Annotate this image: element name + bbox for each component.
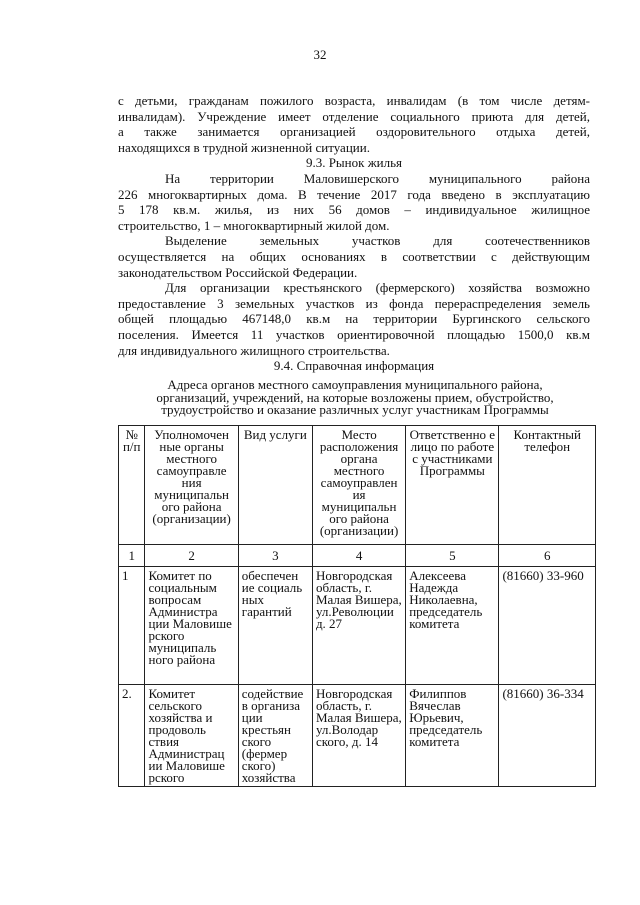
text-line: а также занимается организацией оздоровительного отдыха детей, — [118, 124, 590, 140]
table-cell: (81660) 33-960 — [499, 567, 596, 685]
table-row — [119, 567, 596, 685]
text-line: находящихся в трудной жизненной ситуации. — [118, 139, 370, 155]
section-heading-9-3: 9.3. Рынок жилья — [305, 155, 403, 171]
table-caption — [110, 379, 600, 417]
text-line: Для организации крестьянского (фермерского) хозяйства возможно — [165, 280, 590, 296]
caption-line: трудоустройство и оказание различных услуг участникам Программы — [161, 402, 549, 417]
text-line: строительство, 1 – многоквартирный жилой дом. — [118, 217, 390, 233]
section-heading-9-4: 9.4. Справочная информация — [273, 358, 435, 374]
text-line: поселения. Имеется 11 участков ориентировочной площадью 1500,0 кв.м — [118, 326, 590, 342]
text-line: с детьми, гражданам пожилого возраста, инвалидам (в том числе детям- — [118, 93, 590, 108]
table-cell: Новгородская область, г. Малая Вишера, ул.Володар ского, д. 14 — [312, 685, 405, 787]
text-line: для индивидуального жилищного строительства. — [118, 342, 390, 358]
column-number: 3 — [238, 545, 312, 567]
column-number: 5 — [406, 545, 499, 567]
table-cell: 1 — [119, 567, 145, 685]
table-cell: Новгородская область, г. Малая Вишера, ул.Революции д. 27 — [312, 567, 405, 685]
header-cell: Вид услуги — [238, 426, 312, 545]
table-cell: содействие в организа ции крестьян ского (фермер ского) хозяйства — [238, 685, 312, 787]
table-cell: (81660) 36-334 — [499, 685, 596, 787]
table-row — [119, 685, 596, 787]
text-line: осуществляется на общих основаниях в соответствии с действующим — [118, 248, 590, 264]
table-cell: обеспечен ие социаль ных гарантий — [238, 567, 312, 685]
text-line: инвалидам). Учреждение имеет отделение социального приюта для детей, — [118, 108, 590, 124]
table-cell: Комитет по социальным вопросам Администра ции Маловише рского муниципаль ного района — [145, 567, 238, 685]
table-header-row — [119, 426, 596, 545]
column-number-row — [119, 545, 596, 567]
page-number: 32 — [313, 47, 327, 62]
header-cell: Уполномочен ные органы местного самоуправле ния муниципальн ого района (организации) — [145, 426, 238, 545]
table-cell: 2. — [119, 685, 145, 787]
table-cell: Алексеева Надежда Николаевна, председатель комитета — [406, 567, 499, 685]
text-line: предоставление 3 земельных участков из фонда перераспределения земель — [118, 295, 590, 311]
intro-paragraph — [118, 93, 590, 374]
header-cell: Ответственно е лицо по работе с участниками Программы — [406, 426, 499, 545]
text-line: 226 многоквартирных дома. В течение 2017 года введено в эксплуатацию — [118, 186, 590, 202]
caption-line: Адреса органов местного самоуправления муниципального района, — [167, 377, 543, 392]
column-number: 2 — [145, 545, 238, 567]
text-line: 5 178 кв.м. жилья, из них 56 домов – индивидуальное жилищное — [118, 202, 590, 218]
caption-line: организаций, учреждений, на которые возложены прием, обустройство, — [156, 389, 554, 405]
header-cell: Контактный телефон — [499, 426, 596, 545]
column-number: 4 — [312, 545, 405, 567]
reference-table — [118, 425, 596, 787]
table-cell: Филиппов Вячеслав Юрьевич, председатель комитета — [406, 685, 499, 787]
text-line: На территории Маловишерского муниципального района — [165, 170, 590, 186]
column-number: 6 — [499, 545, 596, 567]
column-number: 1 — [119, 545, 145, 567]
text-line: общей площадью 467148,0 кв.м на территории Бургинского сельского — [118, 311, 590, 327]
header-cell: № п/п — [119, 426, 145, 545]
text-line: Выделение земельных участков для соотечественников — [165, 233, 590, 249]
text-line: законодательством Российской Федерации. — [118, 264, 358, 280]
table-cell: Комитет сельского хозяйства и продоволь ствия Администрац ии Маловише рского — [145, 685, 238, 787]
header-cell: Место расположения органа местного самоуправлен ия муниципальн ого района (организации) — [312, 426, 405, 545]
